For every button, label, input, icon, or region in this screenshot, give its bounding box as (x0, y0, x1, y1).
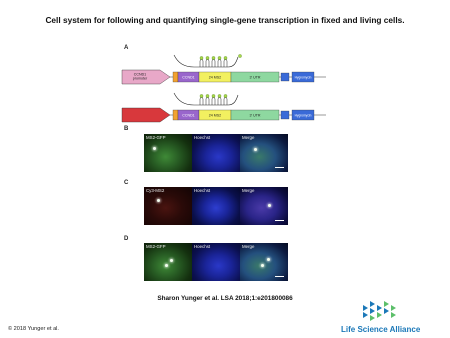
construct-diagram (120, 53, 330, 125)
image-label: Hoechst (194, 135, 211, 140)
stem-loops-top (200, 60, 227, 68)
promoter-label-top (133, 73, 148, 81)
construct-top (122, 54, 326, 84)
promoter-bottom-arrow (122, 108, 170, 122)
promoter-line2: promoter (132, 76, 148, 81)
panel-label-c: C (124, 180, 129, 186)
gfp-stars-bottom (200, 94, 227, 97)
citation: Sharon Yunger et al. LSA 2018;1:e201800086 (157, 295, 293, 302)
image-label: Merge (242, 135, 255, 140)
image-b-hoechst (192, 134, 240, 172)
small-blue-box-top (281, 73, 289, 81)
image-c-merge (240, 187, 288, 225)
utr-label-top: 3' UTR (249, 75, 261, 80)
exon-box-top (173, 72, 178, 82)
panel-label-d: D (124, 236, 129, 242)
gfp-stars-top (200, 54, 242, 59)
transcription-site (267, 258, 270, 261)
figure-title: Cell system for following and quantifying single-gene transcription in fixed and living cells. (45, 15, 405, 25)
transcription-site (153, 147, 156, 150)
stem-loops-bottom (200, 98, 227, 106)
image-d-merge (240, 243, 288, 281)
transcription-site (170, 259, 173, 262)
image-b-ms2-gfp (144, 134, 192, 172)
transcription-site (268, 204, 271, 207)
image-label: Merge (242, 188, 255, 193)
image-c-hoechst (192, 187, 240, 225)
image-label: Cy3-MS2 (146, 188, 165, 193)
scale-bar (275, 276, 284, 278)
hygro-label-top: Hygromycin (294, 75, 312, 80)
exon-box-bottom (173, 110, 178, 120)
construct-bottom (122, 93, 326, 122)
image-d-ms2-gfp (144, 243, 192, 281)
transcription-site (165, 264, 168, 267)
transcription-site (261, 264, 264, 267)
image-label: MS2-GFP (146, 135, 166, 140)
image-label: Hoechst (194, 244, 211, 249)
journal-logo-icon (361, 299, 401, 323)
transcription-site (254, 148, 257, 151)
copyright: © 2018 Yunger et al. (8, 326, 59, 332)
ccnd1-label-top: CCND1 (182, 75, 195, 80)
ccnd1-label-bottom: CCND1 (182, 113, 195, 118)
ms2-label-top: 24 MS2 (208, 75, 222, 80)
scale-bar (275, 220, 284, 222)
panel-label-a: A (124, 45, 129, 51)
scale-bar (275, 167, 284, 169)
image-label: Hoechst (194, 188, 211, 193)
small-blue-box-bottom (281, 111, 289, 119)
image-label: MS2-GFP (146, 244, 166, 249)
journal-name: Life Science Alliance (341, 325, 421, 334)
image-c-cy3-ms2 (144, 187, 192, 225)
ms2-label-bottom: 24 MS2 (208, 113, 222, 118)
hygro-label-bottom: Hygromycin (294, 113, 312, 118)
panel-label-b: B (124, 126, 129, 132)
utr-label-bottom: 3' UTR (249, 113, 261, 118)
image-label: Merge (242, 244, 255, 249)
image-d-hoechst (192, 243, 240, 281)
promoter-line1: CCND1 (133, 72, 147, 77)
transcription-site (157, 199, 160, 202)
image-b-merge (240, 134, 288, 172)
